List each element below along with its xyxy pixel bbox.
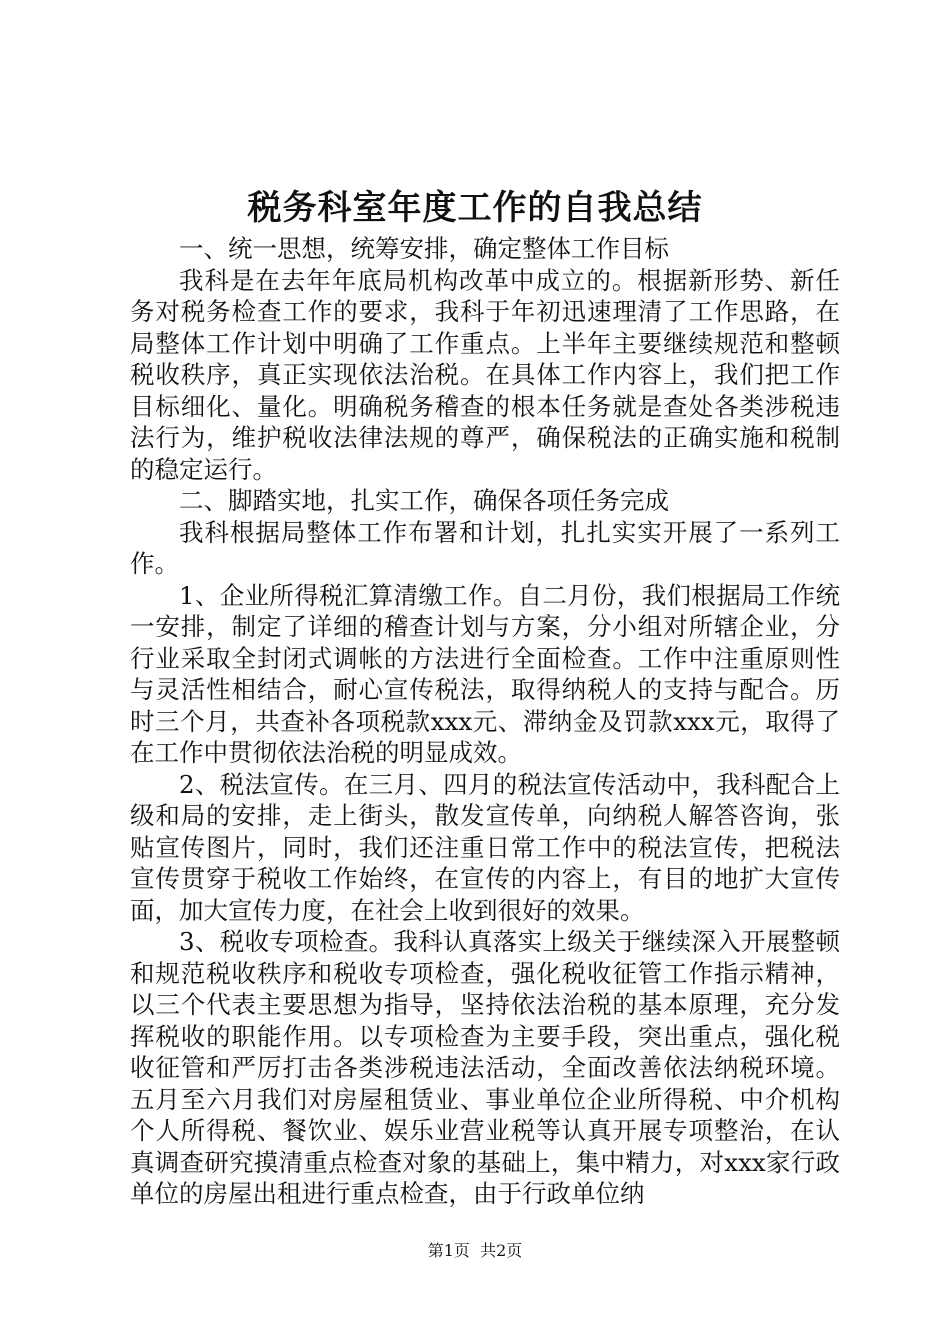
footer-spacer [470,1241,480,1260]
section-heading-1: 一、统一思想，统筹安排，确定整体工作目标 [179,234,669,263]
paragraph-item-2: 2、税法宣传。在三月、四月的税法宣传活动中，我科配合上级和局的安排，走上街头，散发宣传单，向纳税人解答咨询，张贴宣传图片，同时，我们还注重日常工作中的税法宣传，把税法宣传贯穿于税收工作始终，在宣传的内容上，有目的地扩大宣传面，加大宣传力度，在社会上收到很好的效果。 [130,769,840,925]
section-heading-2: 二、脚踏实地，扎实工作，确保各项任务完成 [179,486,669,515]
page-total: 共2页 [480,1241,523,1260]
paragraph-item-1: 1、企业所得税汇算清缴工作。自二月份，我们根据局工作统一安排，制定了详细的稽查计划与方案，分小组对所辖企业，分行业采取全封闭式调帐的方法进行全面检查。工作中注重原则性与灵活性相结合，耐心宣传税法，取得纳税人的支持与配合。历时三个月，共查补各项税款xxx元、滞纳金及罚款xxx元，取得了在工作中贯彻依法治税的明显成效。 [130,580,840,767]
document-title: 税务科室年度工作的自我总结 [247,188,703,228]
paragraph-intro: 我科是在去年年底局机构改革中成立的。根据新形势、新任务对税务检查工作的要求，我科于年初迅速理清了工作思路，在局整体工作计划中明确了工作重点。上半年主要继续规范和整顿税收秩序，真正实现依法治税。在具体工作内容上，我们把工作目标细化、量化。明确税务稽查的根本任务就是查处各类涉税违法行为，维护税收法律法规的尊严，确保税法的正确实施和税制的稳定运行。 [130,265,840,484]
paragraph-overview: 我科根据局整体工作布署和计划，扎扎实实开展了一系列工作。 [130,517,840,578]
page-footer [0,1240,950,1262]
page-number: 第1页 [427,1241,470,1260]
document-body [130,233,840,1210]
paragraph-item-3: 3、税收专项检查。我科认真落实上级关于继续深入开展整顿和规范税收秩序和税收专项检查，强化税收征管工作指示精神，以三个代表主要思想为指导，坚持依法治税的基本原理，充分发挥税收的职能作用。以专项检查为主要手段，突出重点，强化税收征管和严厉打击各类涉税违法活动，全面改善依法纳税环境。五月至六月我们对房屋租赁业、事业单位企业所得税、中介机构个人所得税、餐饮业、娱乐业营业税等认真开展专项整治，在认真调查研究摸清重点检查对象的基础上，集中精力，对xxx家行政单位的房屋出租进行重点检查，由于行政单位纳 [130,927,840,1208]
